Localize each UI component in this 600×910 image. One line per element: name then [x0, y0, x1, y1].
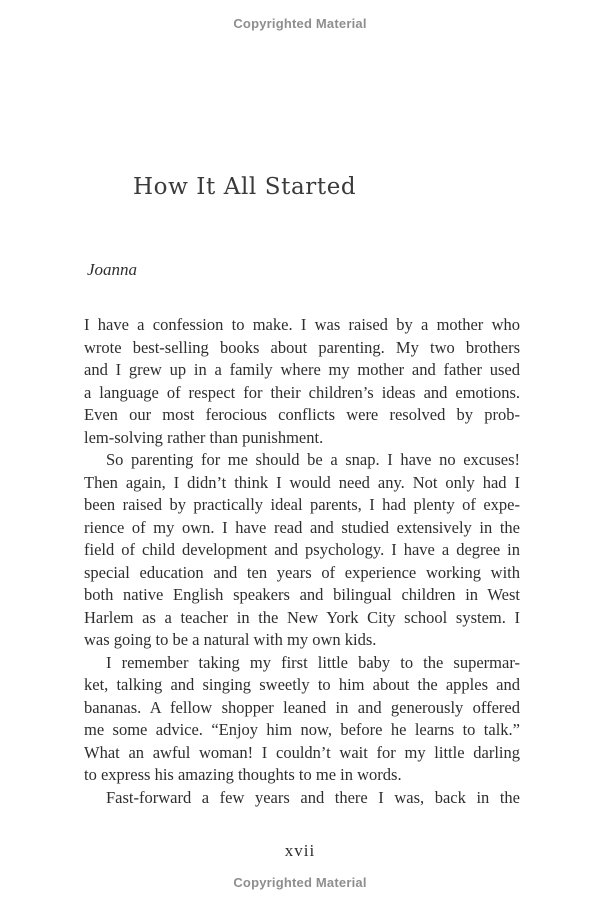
text-line: ket, talking and singing sweetly to him about the apples and [84, 675, 520, 694]
chapter-title: How It All Started [133, 174, 357, 200]
text-line: So parenting for me should be a snap. I have no excuses! [106, 450, 520, 469]
text-line: Even our most ferocious conflicts were resolved by prob- [84, 405, 520, 424]
copyright-notice-top: Copyrighted Material [233, 16, 367, 31]
text-line: special education and ten years of experience working with [84, 562, 520, 582]
text-line: lem-solving rather than punishment. [84, 427, 324, 447]
copyright-notice-bottom: Copyrighted Material [233, 875, 367, 890]
text-line: I remember taking my first little baby to the supermar- [106, 652, 520, 672]
text-line: been raised by practically ideal parents, I had plenty of expe- [84, 495, 520, 514]
text-line: bananas. A fellow shopper leaned in and generously offered [84, 697, 520, 717]
text-line: and I grew up in a family where my mother and father used [84, 360, 520, 379]
text-line: a language of respect for their children’s ideas and emotions. [84, 382, 520, 402]
text-line: Then again, I didn’t think I would need any. Not only had I [84, 472, 520, 492]
text-line: rience of my own. I have read and studied extensively in the [84, 517, 520, 537]
text-line: me some advice. “Enjoy him now, before he learns to talk.” [84, 720, 520, 739]
page-number: xvii [284, 841, 316, 860]
body-text [84, 314, 520, 809]
author-byline: Joanna [87, 260, 138, 279]
text-line: was going to be a natural with my own kids. [84, 630, 377, 649]
text-line: What an awful woman! I couldn’t wait for my little darling [84, 742, 520, 762]
text-line: I have a confession to make. I was raised by a mother who [84, 315, 520, 334]
text-line: field of child development and psychology. I have a degree in [84, 540, 520, 559]
text-line: wrote best-selling books about parenting. My two brothers [84, 337, 520, 357]
text-line: both native English speakers and bilingual children in West [84, 585, 520, 604]
text-line: Harlem as a teacher in the New York City school system. I [84, 607, 520, 627]
text-line: to express his amazing thoughts to me in words. [84, 765, 402, 784]
text-line: Fast-forward a few years and there I was, back in the [106, 787, 520, 807]
